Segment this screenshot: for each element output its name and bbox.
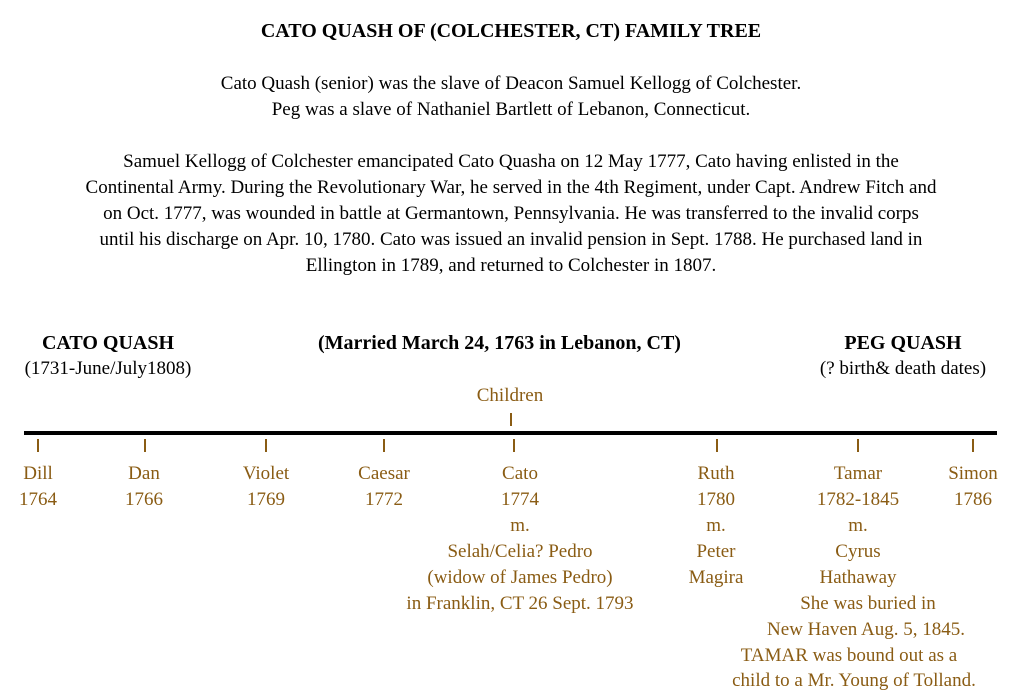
child-dan bbox=[125, 461, 163, 513]
child-year: 1782-1845 bbox=[816, 489, 900, 510]
child-tick bbox=[513, 439, 515, 452]
child-simon bbox=[948, 461, 998, 513]
child-year: 1772 bbox=[364, 489, 403, 510]
intro-line: Cato Quash (senior) was the slave of Deacon Samuel Kellogg of Colchester. bbox=[220, 73, 802, 94]
child-year: 1764 bbox=[19, 489, 57, 510]
tamar-note-line: TAMAR was bound out as a bbox=[740, 645, 958, 666]
child-tick bbox=[716, 439, 718, 452]
child-dill bbox=[19, 461, 57, 513]
marriage-marker: m. bbox=[706, 515, 726, 536]
intro-text bbox=[0, 71, 1022, 123]
child-tick bbox=[37, 439, 39, 452]
timeline-line bbox=[24, 431, 997, 435]
child-name: Violet bbox=[242, 463, 290, 484]
spouse-name: Cyrus bbox=[835, 541, 881, 562]
father-dates: (1731-June/July1808) bbox=[24, 358, 192, 379]
tamar-note-line: She was buried in bbox=[800, 593, 936, 614]
bio-line: Samuel Kellogg of Colchester emancipated Cato Quasha on 12 May 1777, Cato having enlisted in the bbox=[123, 151, 899, 172]
biography-text bbox=[0, 149, 1022, 279]
child-name: Dan bbox=[128, 463, 160, 484]
children-label: Children bbox=[476, 385, 544, 406]
tamar-note-line: New Haven Aug. 5, 1845. bbox=[767, 619, 965, 640]
child-year: 1766 bbox=[125, 489, 163, 510]
spouse-name: Hathaway bbox=[819, 567, 897, 588]
spouse-name: Magira bbox=[688, 567, 744, 588]
marriage-info: (Married March 24, 1763 in Lebanon, CT) bbox=[318, 332, 681, 354]
child-tamar bbox=[817, 461, 899, 591]
intro-line: Peg was a slave of Nathaniel Bartlett of Lebanon, Connecticut. bbox=[271, 99, 751, 120]
child-tick bbox=[972, 439, 974, 452]
child-name: Tamar bbox=[833, 463, 883, 484]
child-year: 1769 bbox=[246, 489, 285, 510]
child-name: Dill bbox=[23, 463, 53, 484]
child-ruth bbox=[689, 461, 744, 591]
spouse-detail: (widow of James Pedro) bbox=[427, 567, 613, 588]
spouse-name: Selah/Celia? Pedro bbox=[447, 541, 593, 562]
child-tick bbox=[144, 439, 146, 452]
bio-line: on Oct. 1777, was wounded in battle at Germantown, Pennsylvania. He was transferred to the invalid corps bbox=[103, 203, 919, 224]
father-block bbox=[10, 330, 206, 382]
child-cato bbox=[406, 461, 633, 617]
marriage-marker: m. bbox=[848, 515, 868, 536]
mother-dates: (? birth& death dates) bbox=[819, 358, 987, 379]
child-name: Cato bbox=[502, 463, 538, 484]
children-connector bbox=[510, 413, 512, 426]
child-year: 1780 bbox=[697, 489, 735, 510]
spouse-name: Peter bbox=[696, 541, 736, 562]
child-violet bbox=[243, 461, 289, 513]
father-name: CATO QUASH bbox=[41, 332, 175, 354]
marriage-place: in Franklin, CT 26 Sept. 1793 bbox=[406, 593, 634, 614]
child-year: 1786 bbox=[954, 489, 992, 510]
child-name: Simon bbox=[948, 463, 998, 484]
child-tick bbox=[383, 439, 385, 452]
child-tick bbox=[265, 439, 267, 452]
bio-line: Continental Army. During the Revolutionary War, he served in the 4th Regiment, under Capt. Andrew Fitch and bbox=[85, 177, 937, 198]
bio-line: until his discharge on Apr. 10, 1780. Cato was issued an invalid pension in Sept. 1788. He purchased land in bbox=[99, 229, 923, 250]
child-tick bbox=[857, 439, 859, 452]
marriage-marker: m. bbox=[510, 515, 530, 536]
page-title: CATO QUASH OF (COLCHESTER, CT) FAMILY TREE bbox=[260, 20, 762, 42]
child-name: Ruth bbox=[697, 463, 735, 484]
tamar-note-line: child to a Mr. Young of Tolland. bbox=[732, 670, 976, 691]
bio-line: Ellington in 1789, and returned to Colchester in 1807. bbox=[305, 255, 717, 276]
child-caesar bbox=[358, 461, 410, 513]
mother-name: PEG QUASH bbox=[844, 332, 962, 354]
mother-block bbox=[797, 330, 1009, 382]
child-name: Caesar bbox=[358, 463, 410, 484]
child-year: 1774 bbox=[500, 489, 539, 510]
